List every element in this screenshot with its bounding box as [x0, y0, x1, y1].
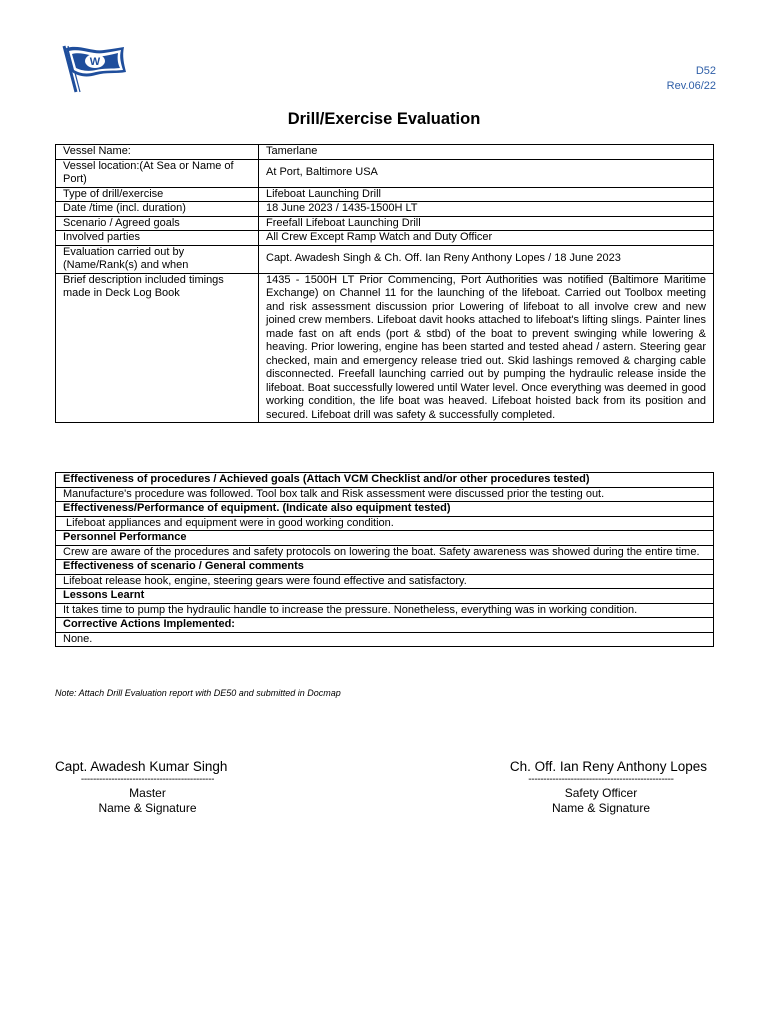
- table-row: [56, 202, 714, 217]
- drill-info-table: [55, 144, 714, 423]
- corrective-actions-text: None.: [56, 632, 714, 647]
- involved-parties-label: Involved parties: [56, 231, 259, 246]
- scenario-comments-heading: Effectiveness of scenario / General comments: [56, 560, 714, 575]
- table-row: [56, 589, 714, 604]
- drill-type-label: Type of drill/exercise: [56, 187, 259, 202]
- scenario-label: Scenario / Agreed goals: [56, 216, 259, 231]
- safety-officer-signature-block: [495, 759, 707, 816]
- table-row: [56, 618, 714, 633]
- lessons-learnt-text: It takes time to pump the hydraulic handle to increase the pressure. Nonetheless, everything was in working condition.: [56, 603, 714, 618]
- evaluated-by-value: Capt. Awadesh Singh & Ch. Off. Ian Reny Anthony Lopes / 18 June 2023: [259, 245, 714, 273]
- table-row: [56, 545, 714, 560]
- table-row: [56, 487, 714, 502]
- evaluated-by-label: Evaluation carried out by (Name/Rank(s) and when: [56, 245, 259, 273]
- table-row: [56, 231, 714, 246]
- table-row: [56, 273, 714, 423]
- date-time-value: 18 June 2023 / 1435-1500H LT: [259, 202, 714, 217]
- table-row: [56, 603, 714, 618]
- drill-type-value: Lifeboat Launching Drill: [259, 187, 714, 202]
- table-row: [56, 560, 714, 575]
- brief-description-value: 1435 - 1500H LT Prior Commencing, Port Authorities was notified (Baltimore Maritime Exchange) on Channel 11 for the launching of the lifeboat. Carried out Toolbox meeting and risk assessment discussion prior Lowering of lifeboat to all involve crew and new joined crew members. Lifeboat davit hooks attached to lifeboat's lifting slings. Painter lines made fast on aft ends (port & stbd) of the boat to prevent swinging while lowering & heaving. Prior lowering, engine has been started and tested ahead / astern. Steering gear checked, main and emergency release tried out. Skid lashings removed & charging cable disconnected. Freefall launching carried out by pumping the hydraulic release inside the lifeboat. Boat successfully lowered until Water level. Once everything was deemed in good working condition, the life boat was heaved. Lifeboat hoisted back from its position and secured. Lifeboat drill was safety & successfully completed.: [259, 273, 714, 423]
- document-code: D52: [695, 65, 716, 77]
- safety-officer-signature-caption: Name & Signature: [551, 801, 651, 815]
- table-row: [56, 531, 714, 546]
- table-row: [56, 159, 714, 187]
- flag-icon: [58, 42, 128, 94]
- master-signature-caption: Name & Signature: [98, 801, 197, 815]
- table-row: [56, 216, 714, 231]
- table-row: [56, 632, 714, 647]
- table-row: [56, 473, 714, 488]
- procedures-text: Manufacture's procedure was followed. Tool box talk and Risk assessment were discussed prior the testing out.: [56, 487, 714, 502]
- vessel-name-value: Tamerlane: [259, 145, 714, 160]
- table-row: [56, 516, 714, 531]
- master-name: Capt. Awadesh Kumar Singh: [55, 759, 228, 774]
- scenario-comments-text: Lifeboat release hook, engine, steering gears were found effective and satisfactory.: [56, 574, 714, 589]
- page-title: Drill/Exercise Evaluation: [287, 110, 481, 128]
- lessons-learnt-heading: Lessons Learnt: [56, 589, 714, 604]
- evaluation-table: [55, 472, 714, 647]
- attachment-note: Note: Attach Drill Evaluation report with DE50 and submitted in Docmap: [55, 688, 341, 698]
- vessel-name-label: Vessel Name:: [56, 145, 259, 160]
- table-row: [56, 187, 714, 202]
- equipment-text: Lifeboat appliances and equipment were in good working condition.: [56, 516, 714, 531]
- signature-line: ------------------------------------------------: [528, 774, 674, 785]
- table-row: [56, 502, 714, 517]
- brief-description-label: Brief description included timings made in Deck Log Book: [56, 273, 259, 423]
- personnel-text: Crew are aware of the procedures and safety protocols on lowering the boat. Safety awareness was showed during the entire time.: [56, 545, 714, 560]
- master-signature-block: [55, 759, 240, 816]
- scenario-value: Freefall Lifeboat Launching Drill: [259, 216, 714, 231]
- document-revision: Rev.06/22: [666, 80, 716, 92]
- vessel-location-value: At Port, Baltimore USA: [259, 159, 714, 187]
- logo-letter: W: [89, 56, 101, 68]
- signature-line: --------------------------------------------: [80, 774, 215, 785]
- personnel-heading: Personnel Performance: [56, 531, 714, 546]
- involved-parties-value: All Crew Except Ramp Watch and Duty Officer: [259, 231, 714, 246]
- vessel-location-label: Vessel location:(At Sea or Name of Port): [56, 159, 259, 187]
- table-row: [56, 245, 714, 273]
- document-reference: [667, 64, 716, 94]
- master-role: Master: [129, 786, 166, 800]
- date-time-label: Date /time (incl. duration): [56, 202, 259, 217]
- table-row: [56, 145, 714, 160]
- company-flag-logo: [58, 42, 128, 94]
- safety-officer-name: Ch. Off. Ian Reny Anthony Lopes: [509, 759, 707, 774]
- table-row: [56, 574, 714, 589]
- safety-officer-role: Safety Officer: [564, 786, 638, 800]
- corrective-actions-heading: Corrective Actions Implemented:: [56, 618, 714, 633]
- equipment-heading: Effectiveness/Performance of equipment. (Indicate also equipment tested): [56, 502, 714, 517]
- procedures-heading: Effectiveness of procedures / Achieved goals (Attach VCM Checklist and/or other procedures tested): [56, 473, 714, 488]
